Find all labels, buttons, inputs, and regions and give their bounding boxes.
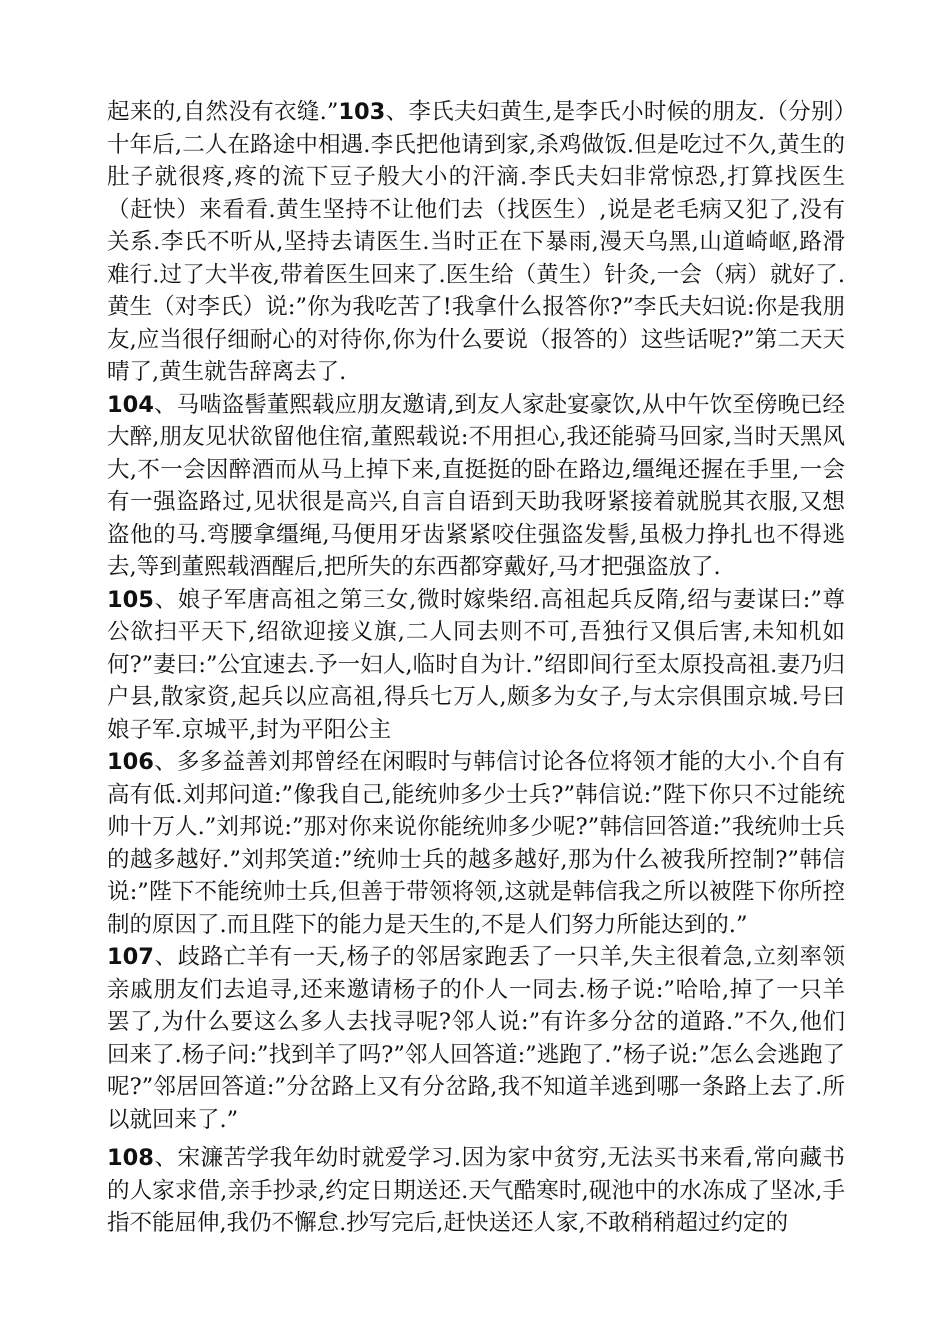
paragraph-104 [107,389,845,584]
paragraph-text: 、李氏夫妇黄生,是李氏小时候的朋友.（分别）十年后,二人在路途中相遇.李氏把他请到家,杀鸡做饭.但是吃过不久,黄生的肚子就很疼,疼的流下豆子般大小的汗滴.李氏夫妇非常惊恐,打算找医生（赶快）来看看.黄生坚持不让他们去（找医生）,说是老毛病又犯了,没有关系.李氏不听从,坚持去请医生.当时正在下暴雨,漫天乌黑,山道崎岖,路滑难行.过了大半夜,带着医生回来了.医生给（黄生）针灸,一会（病）就好了.黄生（对李氏）说:”你为我吃苦了!我拿什么报答你?”李氏夫妇说:你是我朋友,应当很仔细耐心的对待你,你为什么要说（报答的）这些话呢?”第二天天晴了,黄生就告辞离去了. [107,99,845,385]
paragraph-number: 107 [107,944,154,970]
paragraph-number: 108 [107,1145,154,1171]
paragraph-text: 、多多益善刘邦曾经在闲暇时与韩信讨论各位将领才能的大小.个自有高有低.刘邦问道:”像我自己,能统帅多少士兵?”韩信说:”陛下你只不过能统帅十万人.”刘邦说:”那对你来说你能统帅多少呢?”韩信回答道:”我统帅士兵的越多越好.”刘邦笑道:”统帅士兵的越多越好,那为什么被我所控制?”韩信说:”陛下不能统帅士兵,但善于带领将领,这就是韩信我之所以被陛下你所控制的原因了.而且陛下的能力是天生的,不是人们努力所能达到的.” [107,749,845,938]
paragraph-number: 106 [107,749,154,775]
paragraph-number: 104 [107,391,154,418]
paragraph-text: 、歧路亡羊有一天,杨子的邻居家跑丢了一只羊,失主很着急,立刻率领亲戚朋友们去追寻,还来邀请杨子的仆人一同去.杨子说:”哈哈,掉了一只羊罢了,为什么要这么多人去找寻呢?邻人说:”有许多分岔的道路.”不久,他们回来了.杨子问:”找到羊了吗?”邻人回答道:”逃跑了.”杨子说:”怎么会逃跑了呢?”邻居回答道:”分岔路上又有分岔路,我不知道羊逃到哪一条路上去了.所以就回来了.” [107,944,845,1133]
paragraph-number: 105 [107,586,154,613]
document-page [107,96,845,1240]
paragraph-108 [107,1142,845,1240]
paragraph-text: 、娘子军唐高祖之第三女,微时嫁柴绍.高祖起兵反隋,绍与妻谋曰:”尊公欲扫平天下,绍欲迎接义旗,二人同去则不可,吾独行又俱后害,未知机如何?”妻曰:”公宜速去.予一妇人,临时自为计.”绍即间行至太原投高祖.妻乃归户县,散家资,起兵以应高祖,得兵七万人,颇多为女子,与太宗俱围京城.号曰娘子军.京城平,封为平阳公主 [107,586,845,743]
paragraph-107 [107,941,845,1136]
paragraph-number: 103 [338,99,386,125]
paragraph-102-end [107,96,845,389]
paragraph-105 [107,584,845,747]
paragraph-106 [107,746,845,941]
paragraph-text: 、宋濂苦学我年幼时就爱学习.因为家中贫穷,无法买书来看,常向藏书的人家求借,亲手抄录,约定日期送还.天气酷寒时,砚池中的水冻成了坚冰,手指不能屈伸,我仍不懈怠.抄写完后,赶快送还人家,不敢稍稍超过约定的 [107,1145,845,1236]
paragraph-text: 、马啮盗髻董熙载应朋友邀请,到友人家赴宴豪饮,从中午饮至傍晚已经大醉,朋友见状欲留他住宿,董熙载说:不用担心,我还能骑马回家,当时天黑风大,不一会因醉酒而从马上掉下来,直挺挺的卧在路边,缰绳还握在手里,一会有一强盗路过,见状很是高兴,自言自语到天助我呀紧接着就脱其衣服,又想盗他的马.弯腰拿缰绳,马便用牙齿紧紧咬住强盗发髻,虽极力挣扎也不得逃去,等到董熙载酒醒后,把所失的东西都穿戴好,马才把强盗放了. [107,391,845,580]
paragraph-text: 起来的,自然没有衣缝.” [107,99,339,125]
